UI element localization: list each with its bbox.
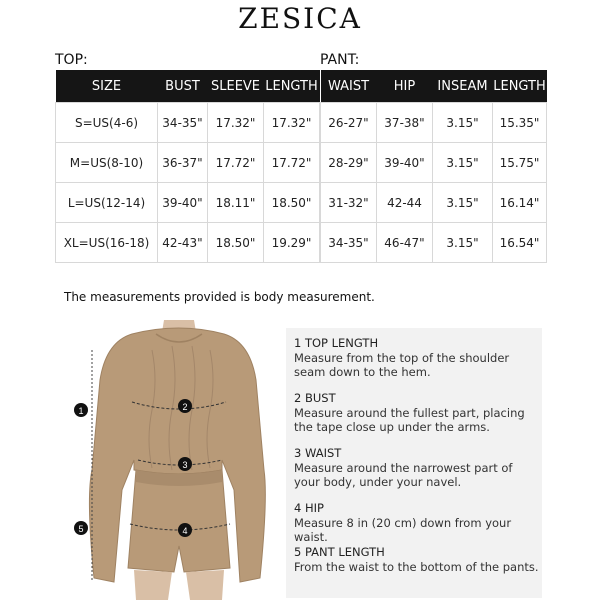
cell-hip: 39-40" (377, 143, 433, 183)
cell-sleeve: 17.72" (208, 143, 264, 183)
guide-text: seam down to the hem. (294, 365, 431, 379)
cell-sleeve: 18.11" (208, 183, 264, 223)
guide-bust (294, 391, 525, 435)
cell-waist: 28-29" (321, 143, 377, 183)
table-row (321, 143, 547, 183)
cell-inseam: 3.15" (433, 143, 493, 183)
cell-waist: 31-32" (321, 183, 377, 223)
cell-bust: 36-37" (158, 143, 208, 183)
measurement-note: The measurements provided is body measurement. (64, 290, 375, 304)
table-row (56, 143, 320, 183)
marker-1 (74, 403, 88, 417)
guide-text: your body, under your navel. (294, 475, 462, 489)
guide-text: Measure around the fullest part, placing (294, 405, 525, 420)
model-legs (134, 570, 224, 600)
cell-size: S=US(4-6) (56, 103, 158, 143)
guide-pant-length (294, 545, 539, 574)
guide-text: Measure from the top of the shoulder (294, 350, 510, 365)
cell-bust: 42-43" (158, 223, 208, 263)
guide-title: 2 BUST (294, 391, 336, 405)
cell-hip: 46-47" (377, 223, 433, 263)
guide-title: 3 WAIST (294, 446, 342, 460)
cell-hip: 37-38" (377, 103, 433, 143)
guide-text: From the waist to the bottom of the pants. (294, 559, 539, 574)
cell-length: 17.32" (264, 103, 320, 143)
cell-length: 16.14" (493, 183, 547, 223)
cell-length: 17.72" (264, 143, 320, 183)
top-section-label: TOP: (55, 52, 88, 68)
brand-logo: ZESICA (238, 2, 362, 35)
header-size: SIZE (56, 70, 158, 103)
guide-waist (294, 446, 512, 490)
guide-top-length (294, 336, 509, 380)
model-figure (72, 320, 282, 600)
cell-length: 15.35" (493, 103, 547, 143)
table-row (56, 183, 320, 223)
svg-text:4: 4 (182, 526, 188, 536)
guide-text: Measure 8 in (20 cm) down from your waist. (294, 515, 512, 544)
cell-length: 15.75" (493, 143, 547, 183)
cell-length: 18.50" (264, 183, 320, 223)
cell-hip: 42-44 (377, 183, 433, 223)
table-row (321, 183, 547, 223)
table-row (321, 103, 547, 143)
header-inseam: INSEAM (433, 70, 493, 103)
cell-waist: 34-35" (321, 223, 377, 263)
guide-text: the tape close up under the arms. (294, 420, 490, 434)
measurement-guide (286, 328, 542, 598)
cell-inseam: 3.15" (433, 103, 493, 143)
cell-sleeve: 18.50" (208, 223, 264, 263)
guide-title: 5 PANT LENGTH (294, 545, 385, 559)
cell-length: 16.54" (493, 223, 547, 263)
header-sleeve: SLEEVE (208, 70, 264, 103)
table-row (321, 223, 547, 263)
table-header-row (321, 70, 547, 103)
cell-size: M=US(8-10) (56, 143, 158, 183)
cell-bust: 34-35" (158, 103, 208, 143)
guide-hip (294, 501, 542, 545)
pant-size-table (320, 70, 547, 263)
cell-length: 19.29" (264, 223, 320, 263)
cell-inseam: 3.15" (433, 183, 493, 223)
svg-text:2: 2 (182, 402, 188, 412)
marker-4 (178, 523, 192, 537)
guide-text: Measure around the narrowest part of (294, 460, 513, 475)
cell-sleeve: 17.32" (208, 103, 264, 143)
header-length: LENGTH (264, 70, 320, 103)
cell-inseam: 3.15" (433, 223, 493, 263)
header-waist: WAIST (321, 70, 377, 103)
marker-2 (178, 399, 192, 413)
table-row (56, 223, 320, 263)
header-bust: BUST (158, 70, 208, 103)
guide-title: 4 HIP (294, 501, 324, 515)
svg-text:1: 1 (78, 406, 84, 416)
cell-size: XL=US(16-18) (56, 223, 158, 263)
svg-text:5: 5 (78, 524, 84, 534)
header-hip: HIP (377, 70, 433, 103)
header-length: LENGTH (493, 70, 547, 103)
cell-waist: 26-27" (321, 103, 377, 143)
svg-text:3: 3 (182, 460, 188, 470)
top-size-table (55, 70, 320, 263)
table-row (56, 103, 320, 143)
guide-title: 1 TOP LENGTH (294, 336, 379, 350)
marker-5 (74, 521, 88, 535)
pant-section-label: PANT: (320, 52, 360, 68)
cell-bust: 39-40" (158, 183, 208, 223)
marker-3 (178, 457, 192, 471)
cell-size: L=US(12-14) (56, 183, 158, 223)
table-header-row (56, 70, 320, 103)
